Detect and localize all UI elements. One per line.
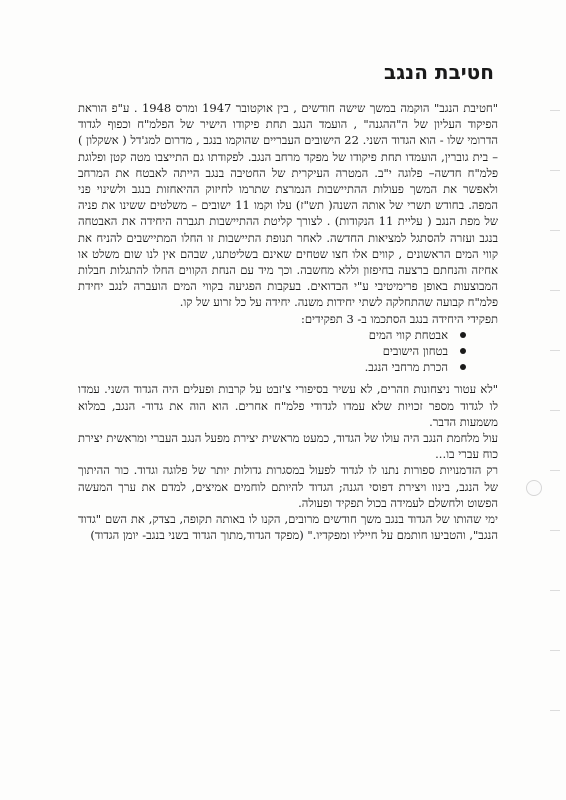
quote-paragraph: ימי שהותו של הגדוד בנגב משך חודשים מרובים, הקנו לו באותה תקופה, בצדק, את השם "גדוד הנגב", והטביעו חותמם על חייליו ומפקדיו." (מפקד הגדוד,מתוך הגדוד בשני בנגב- יומן הגדוד) <box>78 512 498 543</box>
document-title: חטיבת הנגב <box>384 60 494 84</box>
roles-intro: תפקידי היחידה בנגב הסתכמו ב- 3 תפקידים: <box>300 311 498 326</box>
punch-hole-icon <box>526 480 542 496</box>
bullet-icon <box>460 348 466 354</box>
roles-list <box>78 327 498 376</box>
bullet-icon <box>460 364 466 370</box>
margin-marks <box>548 90 560 760</box>
list-item: בטחון הישובים <box>78 343 466 359</box>
list-item: הכרת מרחבי הנגב. <box>78 359 466 375</box>
quote-paragraph: עול מלחמת הנגב היה עולו של הגדוד, כמעט מראשית יצירת מפעל הנגב העברי ומראשית יצירת כוח עברי בו... <box>78 431 498 462</box>
bullet-icon <box>460 332 466 338</box>
quote-paragraph: "לא עטור ניצחונות וזהרים, לא עשיר בסיפורי צ'זבט על קרבות ופעלים היה הגדוד השני. עמדו לו לגדוד מספר זכויות שלא עמדו לגדודי פלמ"ח אחרים. הוא הוה את גדוד- הנגב, במלוא משמעות הדבר. <box>78 382 498 429</box>
intro-paragraph: "חטיבת הנגב" הוקמה במשך שישה חודשים , בין אוקטובר 1947 ומרס 1948 . ע"פ הוראת הפיקוד העליון של ה"ההגנה" , הועמד הנגב תחת פיקודו הישיר של הפלמ"ח וכפוף לגדוד הדרומי שלו - הוא הגדוד השני. 22 הישובים העבריים שהוקמו בנגב , מדרום למג'דל ( אשקלון ) – בית גוברין, הועמדו תחת פיקודו של מפקד מרחב הנגב. לפקודתו גם התייצבו מטה קטן ופלוגת פלמ"ח חדשה– פלוגה י"ב. המטרה העיקרית של החטיבה בנגב הייתה לאבטח את המרחב ולאפשר את המשך פעולות ההתיישבות הנמרצת שתרמו לחיזוק ההיאחזות בנגב ולשינוי פני המפה. בחודש תשרי של אותה השנה( תש"ז) עלו וקמו 11 ישובים – משלטים ששינו את פניה של מפת הנגב ( עליית 11 הנקודות) . לצורך קליטת ההתיישבות תגברה היחידה את האבטחה בנגב ועזרה להסתגל למציאות החדשה. לאחר תנופת התיישבות זו החלו המתיישבים להניח את קווי המים הראשונים , קווים אלו חצו שטחים שאינם בשליטתנו, שבהם אין לנו שום משלט או אחיזה והנחתם ברצעה בחיפזון וללא מחשבה. וכך מיד עם הנחת הקווים החלו להתגלות חבלות המבוצעות באופן פרימיטיבי ע"י הבדואים. בעקבות הפגיעה בקווי המים הועברה לנגב יחידת פלמ"ח קבועה שהתחלקה לשתי יחידות משנה. יחידה על כל זרוע של קו. <box>78 101 499 310</box>
list-item: אבטחת קווי המים <box>78 327 466 343</box>
quote-paragraph: רק הזדמנויות ספורות נתנו לו לגדוד לפעול במסגרות גדולות יותר של פלוגה וגדוד. כור ההיתוך של הנגב, בינוו ויצירת דפוסי הגנה; הגדוד להיותם לוחמים אמיצים, למדם את ערך המעשה הפשוט ולחשלם לעמידה בכול תפקיד ופעולה. <box>78 463 498 510</box>
document-body <box>78 100 498 543</box>
